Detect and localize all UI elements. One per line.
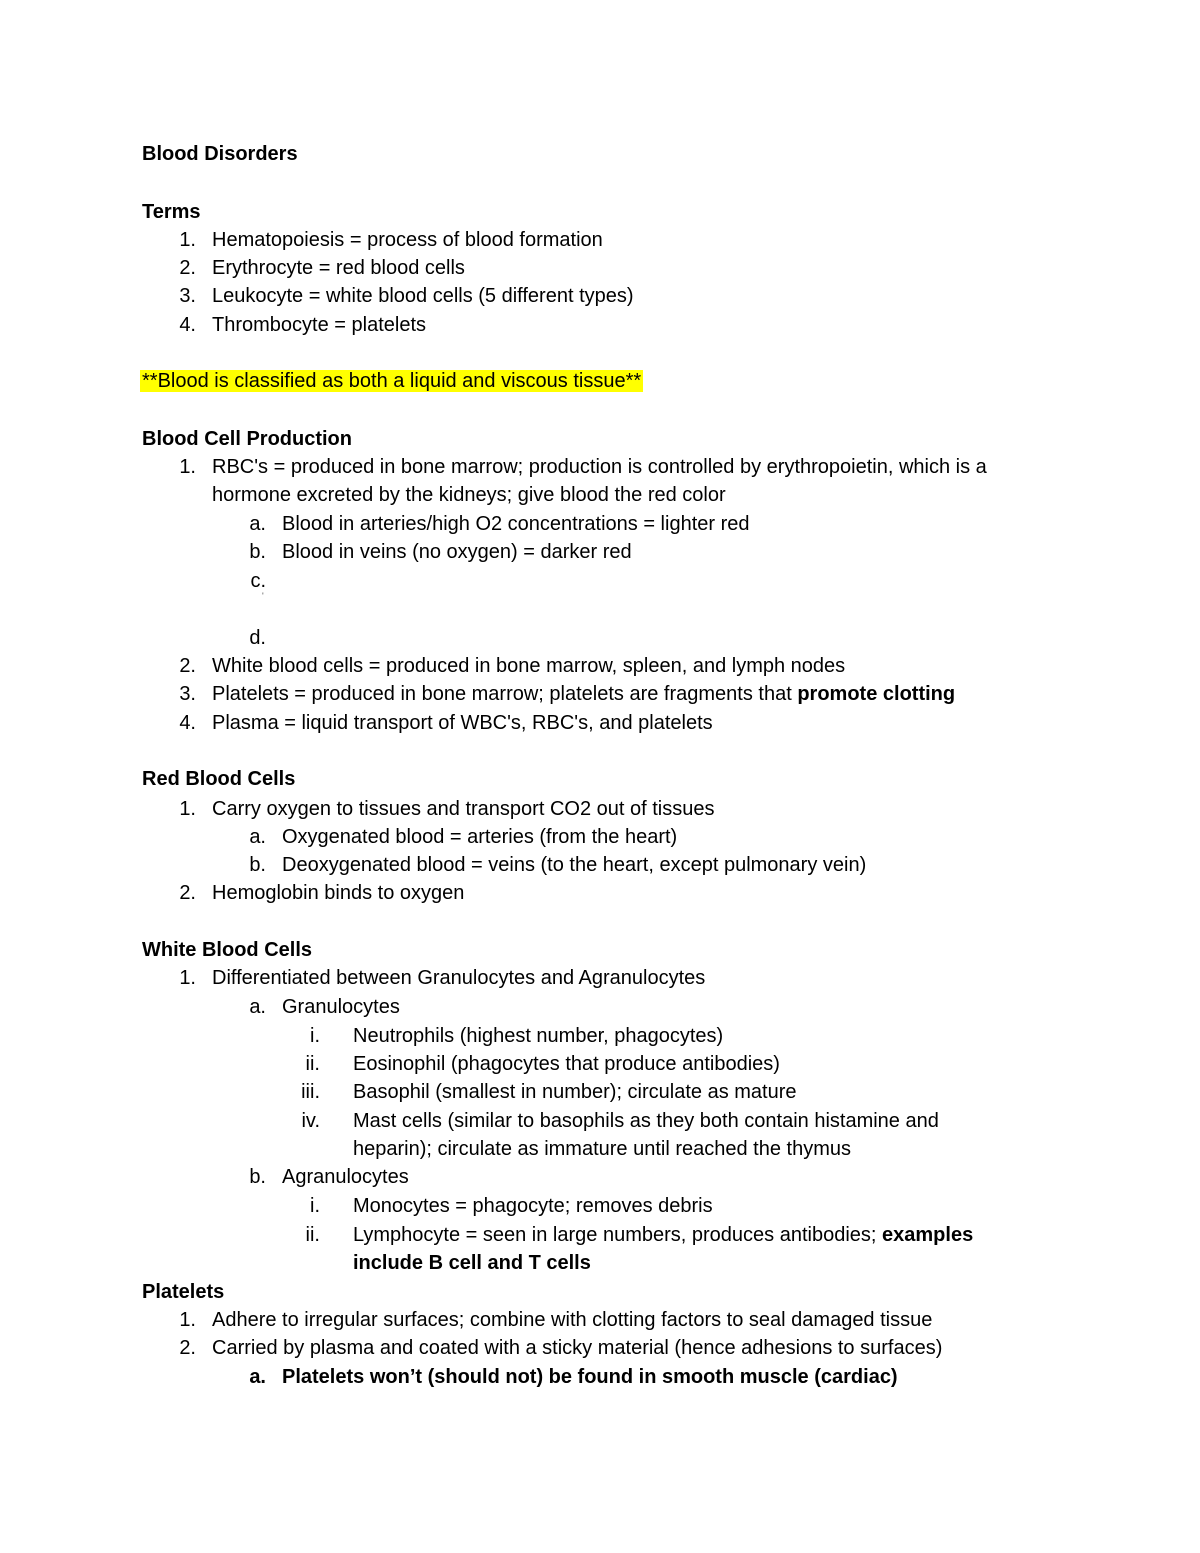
- roman-item: Neutrophils (highest number, phagocytes): [353, 1025, 724, 1047]
- roman-marker: iv.: [301, 1110, 320, 1132]
- list-marker: 3.: [179, 285, 196, 307]
- sublist-marker: a.: [249, 996, 266, 1018]
- list-item-continuation: hormone excreted by the kidneys; give blood the red color: [212, 484, 726, 506]
- list-marker: 2.: [179, 882, 196, 904]
- sublist-item: Agranulocytes: [282, 1166, 409, 1188]
- list-marker: 1.: [179, 456, 196, 478]
- roman-marker: i.: [310, 1025, 320, 1047]
- sublist-item: Blood in veins (no oxygen) = darker red: [282, 541, 632, 563]
- list-item: Plasma = liquid transport of WBC's, RBC's, and platelets: [212, 712, 713, 734]
- sublist-item: Deoxygenated blood = veins (to the heart, except pulmonary vein): [282, 854, 867, 876]
- stray-mark: ': [262, 591, 264, 601]
- list-marker: 3.: [179, 683, 196, 705]
- sublist-marker: a.: [249, 1366, 266, 1388]
- roman-marker: i.: [310, 1195, 320, 1217]
- bold-continuation: include B cell and T cells: [353, 1252, 591, 1274]
- list-item: Differentiated between Granulocytes and Agranulocytes: [212, 967, 706, 989]
- production-heading: Blood Cell Production: [142, 428, 352, 450]
- terms-heading: Terms: [142, 201, 201, 223]
- sublist-item: Blood in arteries/high O2 concentrations = lighter red: [282, 513, 750, 535]
- list-item: Carry oxygen to tissues and transport CO2 out of tissues: [212, 798, 715, 820]
- platelets-heading: Platelets: [142, 1281, 225, 1303]
- roman-item: Basophil (smallest in number); circulate as mature: [353, 1081, 797, 1103]
- sublist-marker: a.: [249, 826, 266, 848]
- bold-emphasis: promote clotting: [797, 683, 956, 705]
- list-marker: 1.: [179, 798, 196, 820]
- wbc-heading: White Blood Cells: [142, 939, 312, 961]
- list-item: Leukocyte = white blood cells (5 different types): [212, 285, 634, 307]
- highlight-text: **Blood is classified as both a liquid and viscous tissue**: [142, 370, 642, 392]
- roman-item: Mast cells (similar to basophils as they both contain histamine and: [353, 1110, 939, 1132]
- sublist-item: Granulocytes: [282, 996, 400, 1018]
- list-marker: 1.: [179, 1309, 196, 1331]
- list-marker: 2.: [179, 257, 196, 279]
- highlighted-note: [140, 369, 643, 393]
- list-item: Thrombocyte = platelets: [212, 314, 426, 336]
- sublist-item: Oxygenated blood = arteries (from the heart): [282, 826, 678, 848]
- sublist-marker: c.: [250, 570, 266, 592]
- list-item: White blood cells = produced in bone marrow, spleen, and lymph nodes: [212, 655, 846, 677]
- sublist-marker: d.: [249, 627, 266, 649]
- rbc-heading: Red Blood Cells: [142, 768, 296, 790]
- list-item: Carried by plasma and coated with a sticky material (hence adhesions to surfaces): [212, 1337, 943, 1359]
- list-item-text: Platelets = produced in bone marrow; platelets are fragments that: [212, 683, 798, 705]
- list-item: Adhere to irregular surfaces; combine with clotting factors to seal damaged tissue: [212, 1309, 933, 1331]
- roman-marker: ii.: [305, 1224, 320, 1246]
- list-item: [212, 682, 955, 706]
- list-item: RBC's = produced in bone marrow; production is controlled by erythropoietin, which is a: [212, 456, 987, 478]
- roman-item-text: Lymphocyte = seen in large numbers, produces antibodies;: [353, 1224, 883, 1246]
- roman-marker: ii.: [305, 1053, 320, 1075]
- roman-item: Monocytes = phagocyte; removes debris: [353, 1195, 713, 1217]
- bold-emphasis: examples: [882, 1224, 974, 1246]
- list-marker: 1.: [179, 229, 196, 251]
- sublist-marker: b.: [249, 854, 266, 876]
- sublist-item-bold: Platelets won’t (should not) be found in smooth muscle (cardiac): [282, 1366, 898, 1388]
- sublist-marker: a.: [249, 513, 266, 535]
- list-item: Erythrocyte = red blood cells: [212, 257, 465, 279]
- roman-item-continuation: heparin); circulate as immature until reached the thymus: [353, 1138, 852, 1160]
- list-marker: 2.: [179, 655, 196, 677]
- list-marker: 4.: [179, 314, 196, 336]
- roman-item: [353, 1223, 973, 1247]
- roman-item: Eosinophil (phagocytes that produce antibodies): [353, 1053, 780, 1075]
- list-marker: 1.: [179, 967, 196, 989]
- roman-marker: iii.: [301, 1081, 320, 1103]
- list-item: Hemoglobin binds to oxygen: [212, 882, 465, 904]
- document-title: Blood Disorders: [142, 143, 298, 165]
- sublist-marker: b.: [249, 541, 266, 563]
- list-marker: 4.: [179, 712, 196, 734]
- list-marker: 2.: [179, 1337, 196, 1359]
- sublist-marker: b.: [249, 1166, 266, 1188]
- list-item: Hematopoiesis = process of blood formation: [212, 229, 603, 251]
